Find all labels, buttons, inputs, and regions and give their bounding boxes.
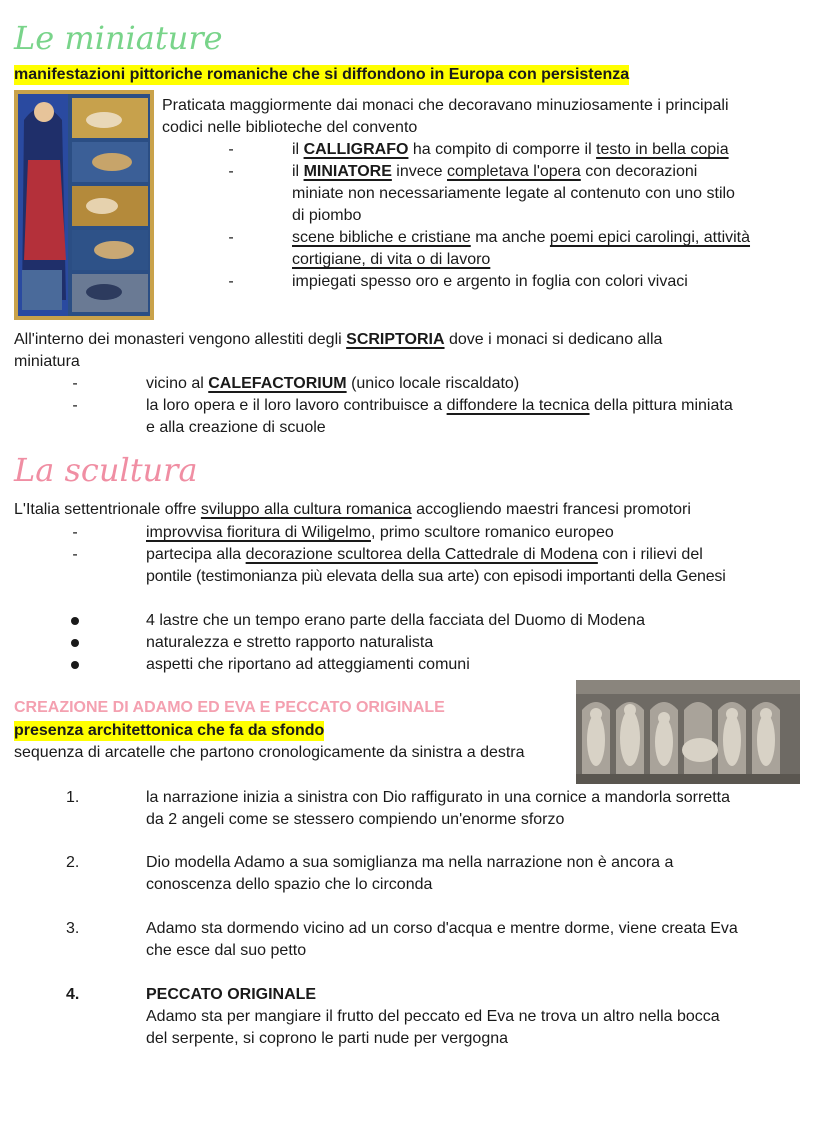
scriptoria-paragraph-line-2: miniatura — [14, 353, 80, 370]
bullet-item: 4 lastre che un tempo erano parte della facciata del Duomo di Modena — [146, 612, 645, 629]
list-dash: - — [72, 397, 78, 414]
list-item-cattedrale-line-2: pontile (testimonianza più elevata della sua arte) con episodi importanti della Genesi — [146, 568, 726, 585]
list-item-oro: impiegati spesso oro e argento in foglia con colori vivaci — [292, 273, 688, 290]
numbered-item-text: Dio modella Adamo a sua somiglianza ma nella narrazione non è ancora a — [146, 854, 674, 871]
creazione-heading: CREAZIONE DI ADAMO ED EVA E PECCATO ORIGINALE — [14, 699, 445, 716]
list-item-scene: scene bibliche e cristiane ma anche poemi epici carolingi, attività — [292, 229, 751, 246]
list-dash: - — [72, 375, 78, 392]
list-item-miniatore-line-2: miniate non necessariamente legate al contenuto con uno stilo — [292, 185, 735, 202]
list-item-calefactorium: vicino al CALEFACTORIUM (unico locale riscaldato) — [146, 375, 520, 392]
scultura-paragraph: L'Italia settentrionale offre sviluppo alla cultura romanica accogliendo maestri francesi promotori — [14, 501, 691, 518]
numbered-item-number: 2. — [66, 854, 80, 871]
numbered-item-text-line-2: che esce dal suo petto — [146, 942, 307, 959]
list-dash: - — [228, 141, 234, 158]
list-item-miniatore: il MINIATORE invece completava l'opera con decorazioni — [292, 163, 698, 180]
bullet-item: naturalezza e stretto rapporto naturalista — [146, 634, 434, 651]
numbered-item-number: 3. — [66, 920, 80, 937]
list-item-wiligelmo: improvvisa fioritura di Wiligelmo, primo scultore romanico europeo — [146, 524, 614, 541]
list-dash: - — [72, 524, 78, 541]
list-dash: - — [228, 163, 234, 180]
bullet-item: aspetti che riportano ad atteggiamenti comuni — [146, 656, 470, 673]
bullet-dot — [71, 617, 79, 625]
numbered-item-text-line-2: del serpente, si coprono le parti nude per vergogna — [146, 1030, 509, 1047]
miniature-intro-line-2: codici nelle biblioteche del convento — [162, 119, 418, 136]
numbered-item-text-line-2: conoscenza dello spazio che lo circonda — [146, 876, 433, 893]
numbered-item-number: 1. — [66, 789, 80, 806]
bullet-dot — [71, 661, 79, 669]
scriptoria-paragraph: All'interno dei monasteri vengono allestiti degli SCRIPTORIA dove i monaci si dedicano alla — [14, 331, 663, 348]
list-item-scene-line-2: cortigiane, di vita o di lavoro — [292, 251, 491, 268]
list-dash: - — [228, 273, 234, 290]
relief-sculpture-image — [576, 680, 800, 784]
list-dash: - — [72, 546, 78, 563]
medieval-miniature-image — [14, 90, 154, 320]
list-item-tecnica-line-2: e alla creazione di scuole — [146, 419, 326, 436]
architettura-highlight: presenza architettonica che fa da sfondo — [14, 722, 325, 739]
section-title-scultura: La scultura — [14, 451, 198, 489]
section-title-miniature: Le miniature — [14, 19, 223, 57]
list-item-miniatore-line-3: di piombo — [292, 207, 362, 224]
bullet-dot — [71, 639, 79, 647]
list-item-tecnica: la loro opera e il loro lavoro contribuisce a diffondere la tecnica della pittura miniata — [146, 397, 733, 414]
numbered-item-text: Adamo sta per mangiare il frutto del peccato ed Eva ne trova un altro nella bocca — [146, 1008, 720, 1025]
list-dash: - — [228, 229, 234, 246]
list-item-cattedrale: partecipa alla decorazione scultorea della Cattedrale di Modena con i rilievi del — [146, 546, 703, 563]
numbered-item-text: Adamo sta dormendo vicino ad un corso d'acqua e mentre dorme, viene creata Eva — [146, 920, 738, 937]
arcatelle-intro: sequenza di arcatelle che partono cronologicamente da sinistra a destra — [14, 744, 525, 761]
numbered-item-text: la narrazione inizia a sinistra con Dio raffigurato in una cornice a mandorla sorretta — [146, 789, 731, 806]
numbered-item-text-line-2: da 2 angeli come se stessero compiendo un'enorme sforzo — [146, 811, 565, 828]
miniature-intro-line-1: Praticata maggiormente dai monaci che decoravano minuziosamente i principali — [162, 97, 729, 114]
list-item-calligrafo: il CALLIGRAFO ha compito di comporre il testo in bella copia — [292, 141, 729, 158]
peccato-originale-heading: PECCATO ORIGINALE — [146, 986, 317, 1003]
highlighted-subtitle: manifestazioni pittoriche romaniche che si diffondono in Europa con persistenza — [14, 66, 630, 83]
numbered-item-number: 4. — [66, 986, 80, 1003]
